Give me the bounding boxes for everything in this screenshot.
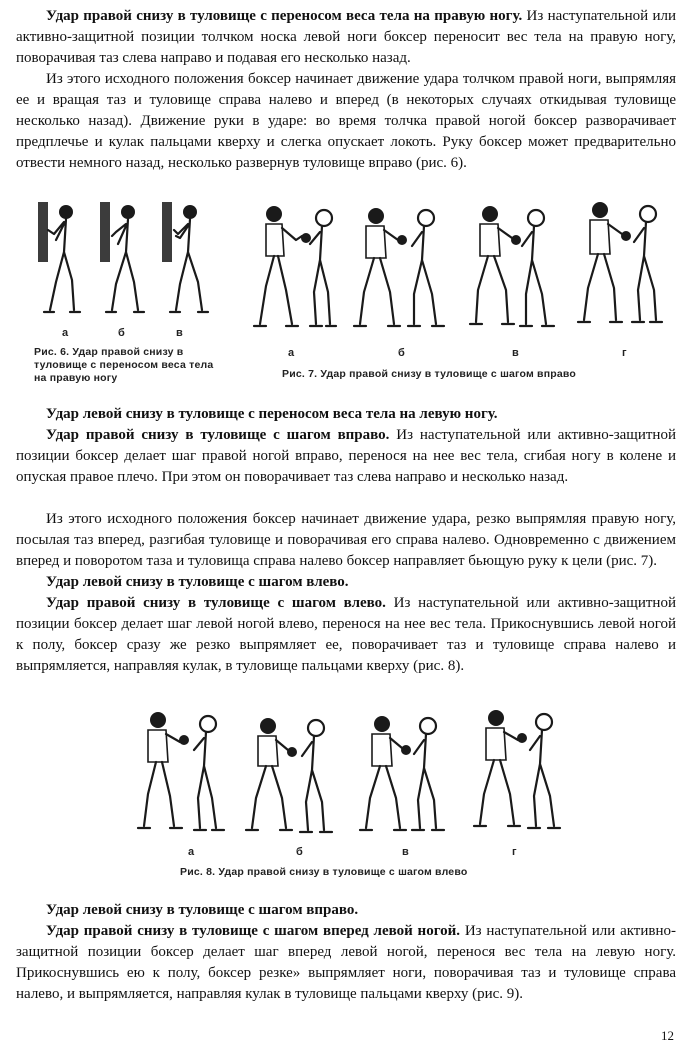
paragraph-4-text: Из наступательной или активно-защитной позиции боксер делает шаг правой ногой вправо, перенося на нее вес тела, сгибая ногу в колене и опуская правое плечо. При этом он поворачивает таз слева направо и несколько назад. <box>16 427 676 485</box>
paragraph-6 <box>16 572 676 593</box>
paragraph-8 <box>16 900 676 921</box>
paragraph-3-title: Удар левой снизу в туловище с переносом веса тела на левую ногу. <box>46 406 498 422</box>
paragraph-2 <box>16 69 676 174</box>
fig8-pair-c <box>360 716 444 830</box>
fig8-illustration <box>124 704 574 844</box>
fig8-pair-a <box>138 712 224 830</box>
fig6-caption: Рис. 6. Удар правой снизу в туловище с переносом веса тела на правую ногу <box>34 346 214 384</box>
fig6-boxer-b <box>100 202 144 312</box>
fig7-letter-a: а <box>288 347 295 359</box>
paragraph-9 <box>16 921 676 1005</box>
paragraph-9-text: Из наступательной или активно-защитной позиции боксер делает шаг вперед левой ногой, перенося вес тела на левую ногу. Прикоснувшись ею к полу, боксер резке» выпрямляет ноги, поворачивая таз и туловище справа налево, и выпрямляется, направляя кулак в туловище пальцами кверху (рис. 9). <box>16 923 676 1002</box>
paragraph-4-title: Удар правой снизу в туловище с шагом вправо. <box>46 427 390 443</box>
fig7-pair-a <box>254 206 336 326</box>
paragraph-5-text: Из этого исходного положения боксер начинает движение удара, резко выпрямляя правую ногу, посылая таз вперед, разгибая туловище и поворачивая его справа налево. Одновременно с движением вперед и поворотом таза и туловища справа налево боксер направляет бьющую руку к цели (рис. 7). <box>16 511 676 569</box>
paragraph-1-title: Удар правой снизу в туловище с переносом веса тела на правую ногу. <box>46 8 523 24</box>
fig8-caption: Рис. 8. Удар правой снизу в туловище с шагом влево <box>180 866 468 878</box>
page-number: 12 <box>661 1028 674 1043</box>
paragraph-5 <box>16 509 676 572</box>
paragraph-6-title: Удар левой снизу в туловище с шагом влево. <box>46 574 349 590</box>
fig6-boxer-c <box>162 202 208 312</box>
fig8-letter-a: а <box>188 846 195 858</box>
paragraph-8-title: Удар левой снизу в туловище с шагом вправо. <box>46 902 359 918</box>
fig8-letter-c: в <box>402 846 409 858</box>
fig7-letter-b: б <box>398 347 405 359</box>
fig7-caption: Рис. 7. Удар правой снизу в туловище с шагом вправо <box>282 368 577 380</box>
fig8-pair-d <box>474 710 560 828</box>
paragraph-1 <box>16 6 676 69</box>
paragraph-9-title: Удар правой снизу в туловище с шагом вперед левой ногой. <box>46 923 461 939</box>
fig8-pair-b <box>246 718 332 832</box>
fig6-letter-a: а <box>62 327 69 339</box>
paragraph-3 <box>16 404 676 425</box>
paragraph-7 <box>16 593 676 677</box>
fig7-letter-c: в <box>512 347 519 359</box>
fig7-illustration <box>236 196 676 342</box>
fig8-letter-d: г <box>512 846 517 858</box>
fig6-letter-c: в <box>176 327 183 339</box>
paragraph-7-text: Из наступательной или активно-защитной позиции боксер делает шаг левой ногой влево, перенося на нее вес тела. Прикоснувшись левой ногой к полу, боксер сразу же резко выпрямляет ее, поворачивает таз и туловище справа налево и выпрямляется, направляя кулак, в туловище пальцами кверху (рис. 8). <box>16 595 676 674</box>
fig6-boxer-a <box>38 202 80 312</box>
fig7-letter-d: г <box>622 347 627 359</box>
paragraph-4 <box>16 425 676 488</box>
fig8-letter-b: б <box>296 846 303 858</box>
fig7-pair-b <box>354 208 444 326</box>
fig7-pair-d <box>578 202 662 322</box>
fig7-pair-c <box>470 206 554 326</box>
paragraph-7-title: Удар правой снизу в туловище с шагом влево. <box>46 595 386 611</box>
fig6-letter-b: б <box>118 327 125 339</box>
paragraph-1-text: Из наступательной или активно-защитной позиции толчком носка левой ноги боксер переносит вес тела на правую ногу, поворачивая таз слева направо и подавая его несколько назад. <box>16 8 677 66</box>
fig6-illustration <box>30 192 220 332</box>
paragraph-2-text: Из этого исходного положения боксер начинает движение удара толчком правой ноги, выпрямляя ее и вращая таз и туловище справа налево и вперед (в некоторых случаях откидывая туловище несколько назад). Движение руки в ударе: во время толчка правой ногой боксер разворачивает предплечье и кулак пальцами кверху и слегка опускает локоть. Руку боксер может предварительно отвести немного назад, несколько развернув туловище вправо (рис. 6). <box>16 71 676 171</box>
